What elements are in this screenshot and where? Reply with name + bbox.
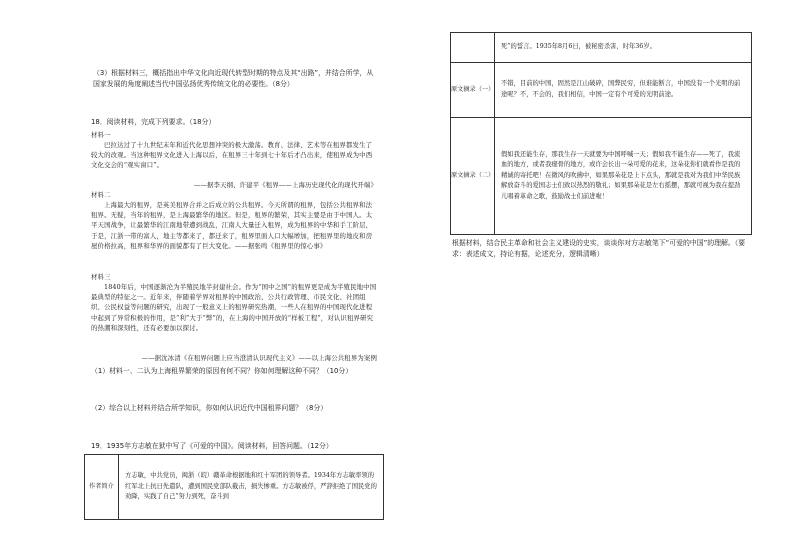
author-intro-table xyxy=(84,454,384,520)
author-intro-text: 方志敏，中共党员，闽浙（皖）赣革命根据地和红十军团的领导者。1934年方志敏率领的红军北上抗日先遣队，遭到国民党部队截击，损失惨重。方志敏被俘，严辞拒绝了国民党的劝降，实践了自己“努力到死，奋斗到 xyxy=(119,455,384,520)
question-19-prompt: 根据材料，结合民主革命和社会主义建设的史实，谈谈你对方志敏笔下“可爱的中国”的理解。（要求：表述成文，持论有据，论述充分，逻辑清晰） xyxy=(452,239,746,258)
material-1-source: ——据李天纲、许建平《租界——上海历史现代化的现代开端》 xyxy=(193,181,377,189)
material-1-title: 材料一 xyxy=(91,131,111,139)
question-18-sub-2: （2）综合以上材料并结合所学知识，你如何认识近代中国租界问题？（8分） xyxy=(91,404,328,412)
material-1-text: 巴拉达过了十九世纪末年和近代化思想冲突的极大激荡。教育、法律、艺术等在租界都发生了较大的改观。当这种租界文化进入上海以后，在租界三十年到七十年后才凸出来，使租界成为中西文化交会的“观实窗口”。 xyxy=(91,141,373,170)
material-2-text: 上海最大的租界，是英美租界合并之后成立的公共租界。今天所谓的租界，包括公共租界和法租界。无疑，当年的租界，是上海最繁华的地区。但是，租界的繁荣，其实主要是由于中国人。太平天国战争，让最繁华的江南地带遭到战乱，江南人大量迁入租界，成为租界的中华和手工阶层，于是，江浙一带的富人，地主等都来了，都迁来了，租界里面人口大幅增加，把租界里的地皮和房屋价格拉高，租界和华界的面貌都有了巨大变化。——据张鸣《租界里的惊心事》 xyxy=(91,201,373,250)
excerpt-1-label: 原文摘录（一） xyxy=(451,63,495,118)
excerpt-1-text: 不错，目前的中国，固然是江山破碎，国弊民穷，但谁能断言，中国没有一个光明的前途呢？不，不会的，我们相信，中国一定有个可爱的光明前途。 xyxy=(495,63,752,118)
material-2-title: 材料二 xyxy=(91,191,111,199)
author-intro-label: 作者简介 xyxy=(85,455,119,520)
question-19-header: 19．1935年方志敏在狱中写了《可爱的中国》。阅读材料，回答问题。（12分） xyxy=(91,442,333,450)
question-18-header: 18．阅读材料，完成下列要求。（18分） xyxy=(91,118,216,126)
material-3-title: 材料三 xyxy=(91,273,111,281)
material-3-text: 1840年后，中国逐渐沦为半殖民地半封建社会。作为“国中之国”的租界更是成为半殖民地中国最典型的特征之一。近年来，伴随着学界对租界的中国政治、公共行政管理、市民文化、社团组织、公民权益等问题的研究，出现了一般意义上的租界研究热潮，一些人在租界的中国现代化进程中起到了异常积极的作用，是“利”大于“弊”的，在上海的中国开放的“样板工程”，对认识租界研究的热潮和深刻性，还有必要加以探讨。 xyxy=(91,283,377,332)
material-3-source: ——据沈冰清《在租界问题上应当澄清认识现代主义》——以上海公共租界为案例 xyxy=(141,354,377,362)
excerpt-2-text: 假如我还能生存，那我生存一天就要为中国呼喊一天；假如我不能生存——死了，我流血的地方，或者我瘗骨的地方，或许会长出一朵可爱的花来，这朵花你们就看作是我的精诚的寄托吧！在微风的吹拂中，如果那朵花是上下点头，那就是我对为我们中华民族解放奋斗的爱国志士们致以热烈的敬礼；如果那朵花是左右摇摆，那就可视为我在提劲儿唱着革命之歌，鼓励战士们前进啦！ xyxy=(495,118,752,235)
author-intro-continued: 死”的誓言。1935年8月6日，被秘密杀害，时年36岁。 xyxy=(495,33,752,63)
question-17-part-3: （3）根据材料三，概括指出中华文化向近现代转型时期的特点及其“出路”，并结合所学，从国家发展的角度阐述当代中国弘扬优秀传统文化的必要性。（8分） xyxy=(93,69,374,88)
excerpt-2-label: 原文摘录（二） xyxy=(451,118,495,235)
question-18-sub-1: （1）材料一、二认为上海租界繁荣的原因有何不同？你如何理解这种不同？（10分） xyxy=(91,367,353,375)
source-excerpts-table xyxy=(450,32,752,235)
